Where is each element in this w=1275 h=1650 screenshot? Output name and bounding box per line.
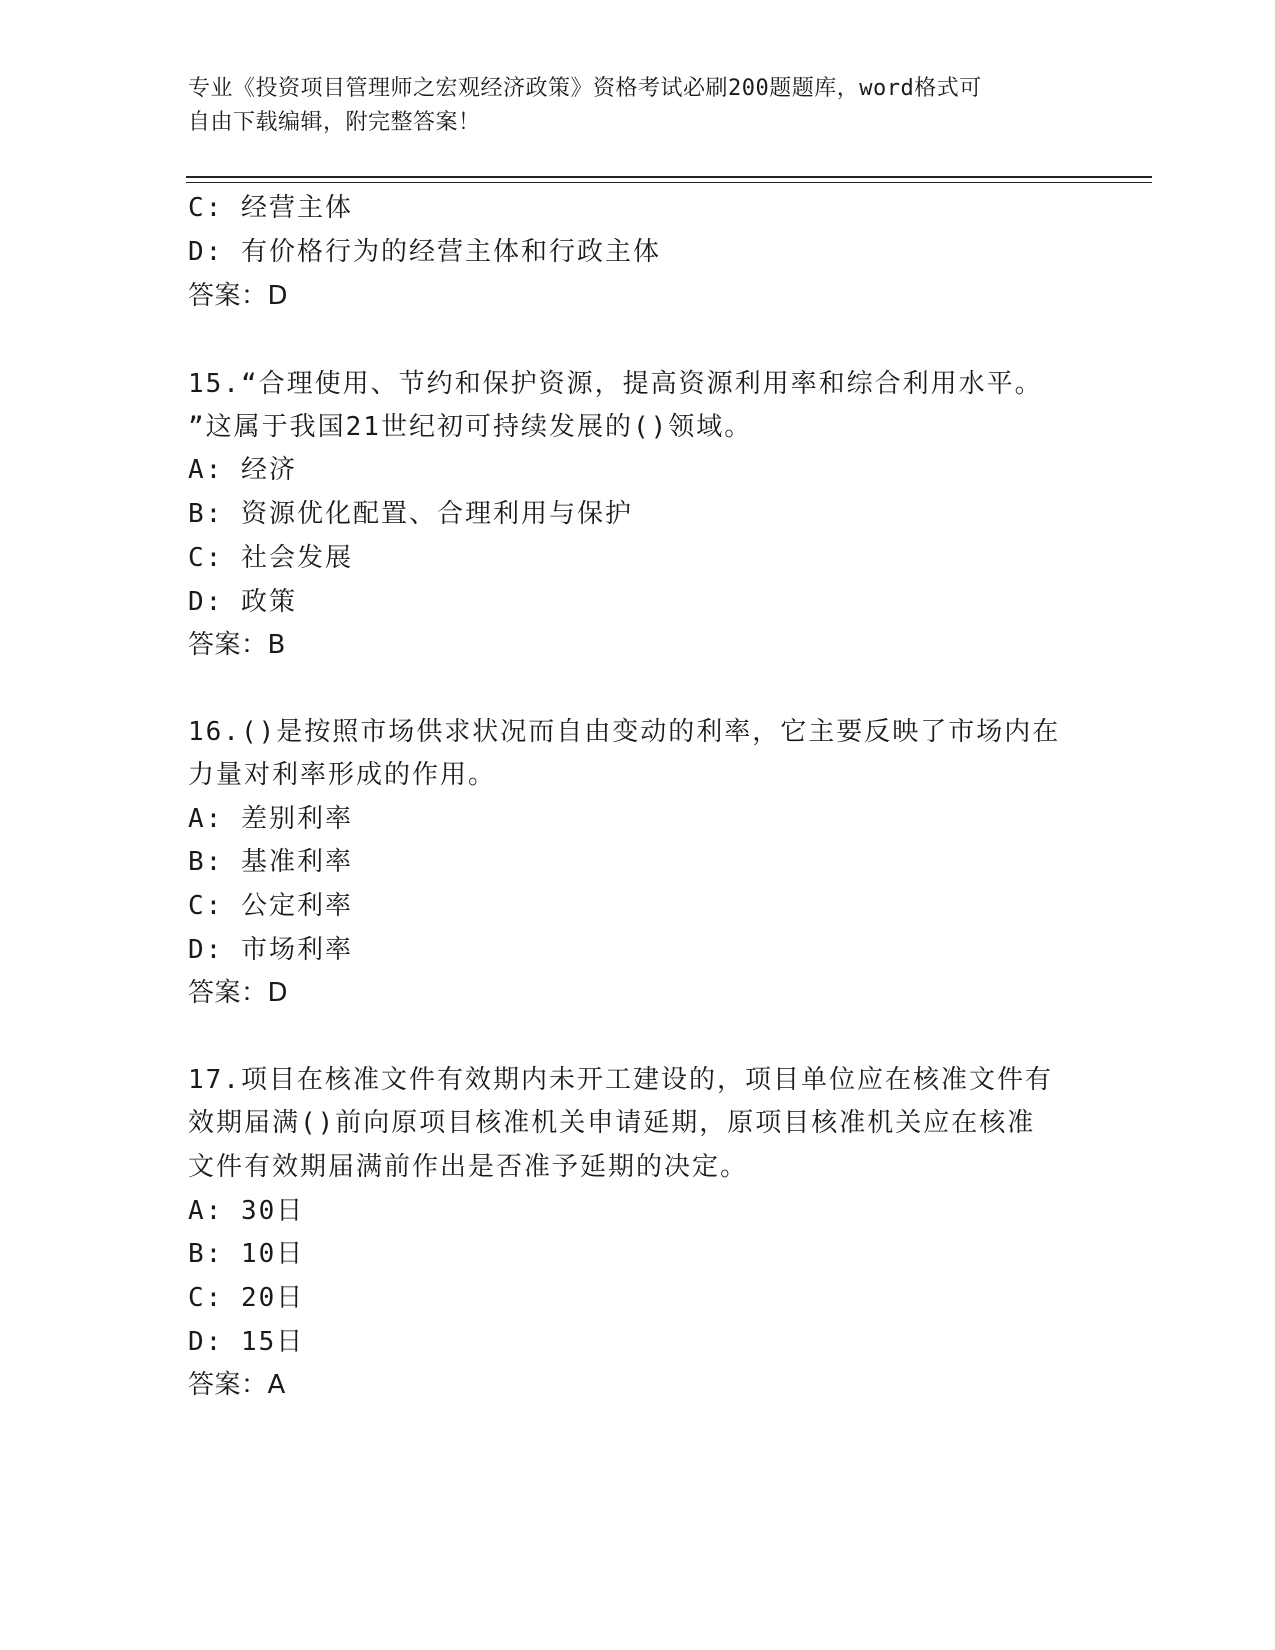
header-line-2: 自由下载编辑，附完整答案！ <box>188 110 481 135</box>
q17-answer: 答案：A <box>188 1370 286 1400</box>
q15-option-c: C: 社会发展 <box>188 543 353 573</box>
q16-option-a: A: 差别利率 <box>188 804 353 834</box>
prev-option-d: D: 有价格行为的经营主体和行政主体 <box>188 237 661 267</box>
header-rule-thin <box>186 182 1152 183</box>
q16-stem-line-2: 力量对利率形成的作用。 <box>188 760 497 790</box>
q16-option-c: C: 公定利率 <box>188 891 353 921</box>
q16-option-d: D: 市场利率 <box>188 935 353 965</box>
header-line-1: 专业《投资项目管理师之宏观经济政策》资格考试必刷200题题库，word格式可 <box>188 76 982 101</box>
q15-option-a: A: 经济 <box>188 455 297 485</box>
q15-stem-line-2: ”这属于我国21世纪初可持续发展的()领域。 <box>188 412 753 442</box>
prev-option-c: C: 经营主体 <box>188 193 353 223</box>
q15-answer: 答案：B <box>188 630 286 660</box>
q15-option-d: D: 政策 <box>188 587 297 617</box>
q17-option-b: B: 10日 <box>188 1239 305 1269</box>
q17-option-d: D: 15日 <box>188 1327 305 1357</box>
prev-answer: 答案：D <box>188 281 289 311</box>
q17-option-c: C: 20日 <box>188 1283 305 1313</box>
q16-stem-line-1: 16.()是按照市场供求状况而自由变动的利率，它主要反映了市场内在 <box>188 717 1061 747</box>
q15-option-b: B: 资源优化配置、合理利用与保护 <box>188 499 633 529</box>
q17-stem-line-3: 文件有效期届满前作出是否准予延期的决定。 <box>188 1152 749 1182</box>
q16-answer: 答案：D <box>188 978 289 1008</box>
q17-stem-line-2: 效期届满()前向原项目核准机关申请延期，原项目核准机关应在核准 <box>188 1108 1036 1138</box>
q17-option-a: A: 30日 <box>188 1196 305 1226</box>
header-rule-thick <box>186 176 1152 178</box>
q15-stem-line-1: 15.“合理使用、节约和保护资源，提高资源利用率和综合利用水平。 <box>188 369 1043 399</box>
q16-option-b: B: 基准利率 <box>188 847 353 877</box>
q17-stem-line-1: 17.项目在核准文件有效期内未开工建设的，项目单位应在核准文件有 <box>188 1065 1053 1095</box>
page-header <box>188 72 1068 140</box>
